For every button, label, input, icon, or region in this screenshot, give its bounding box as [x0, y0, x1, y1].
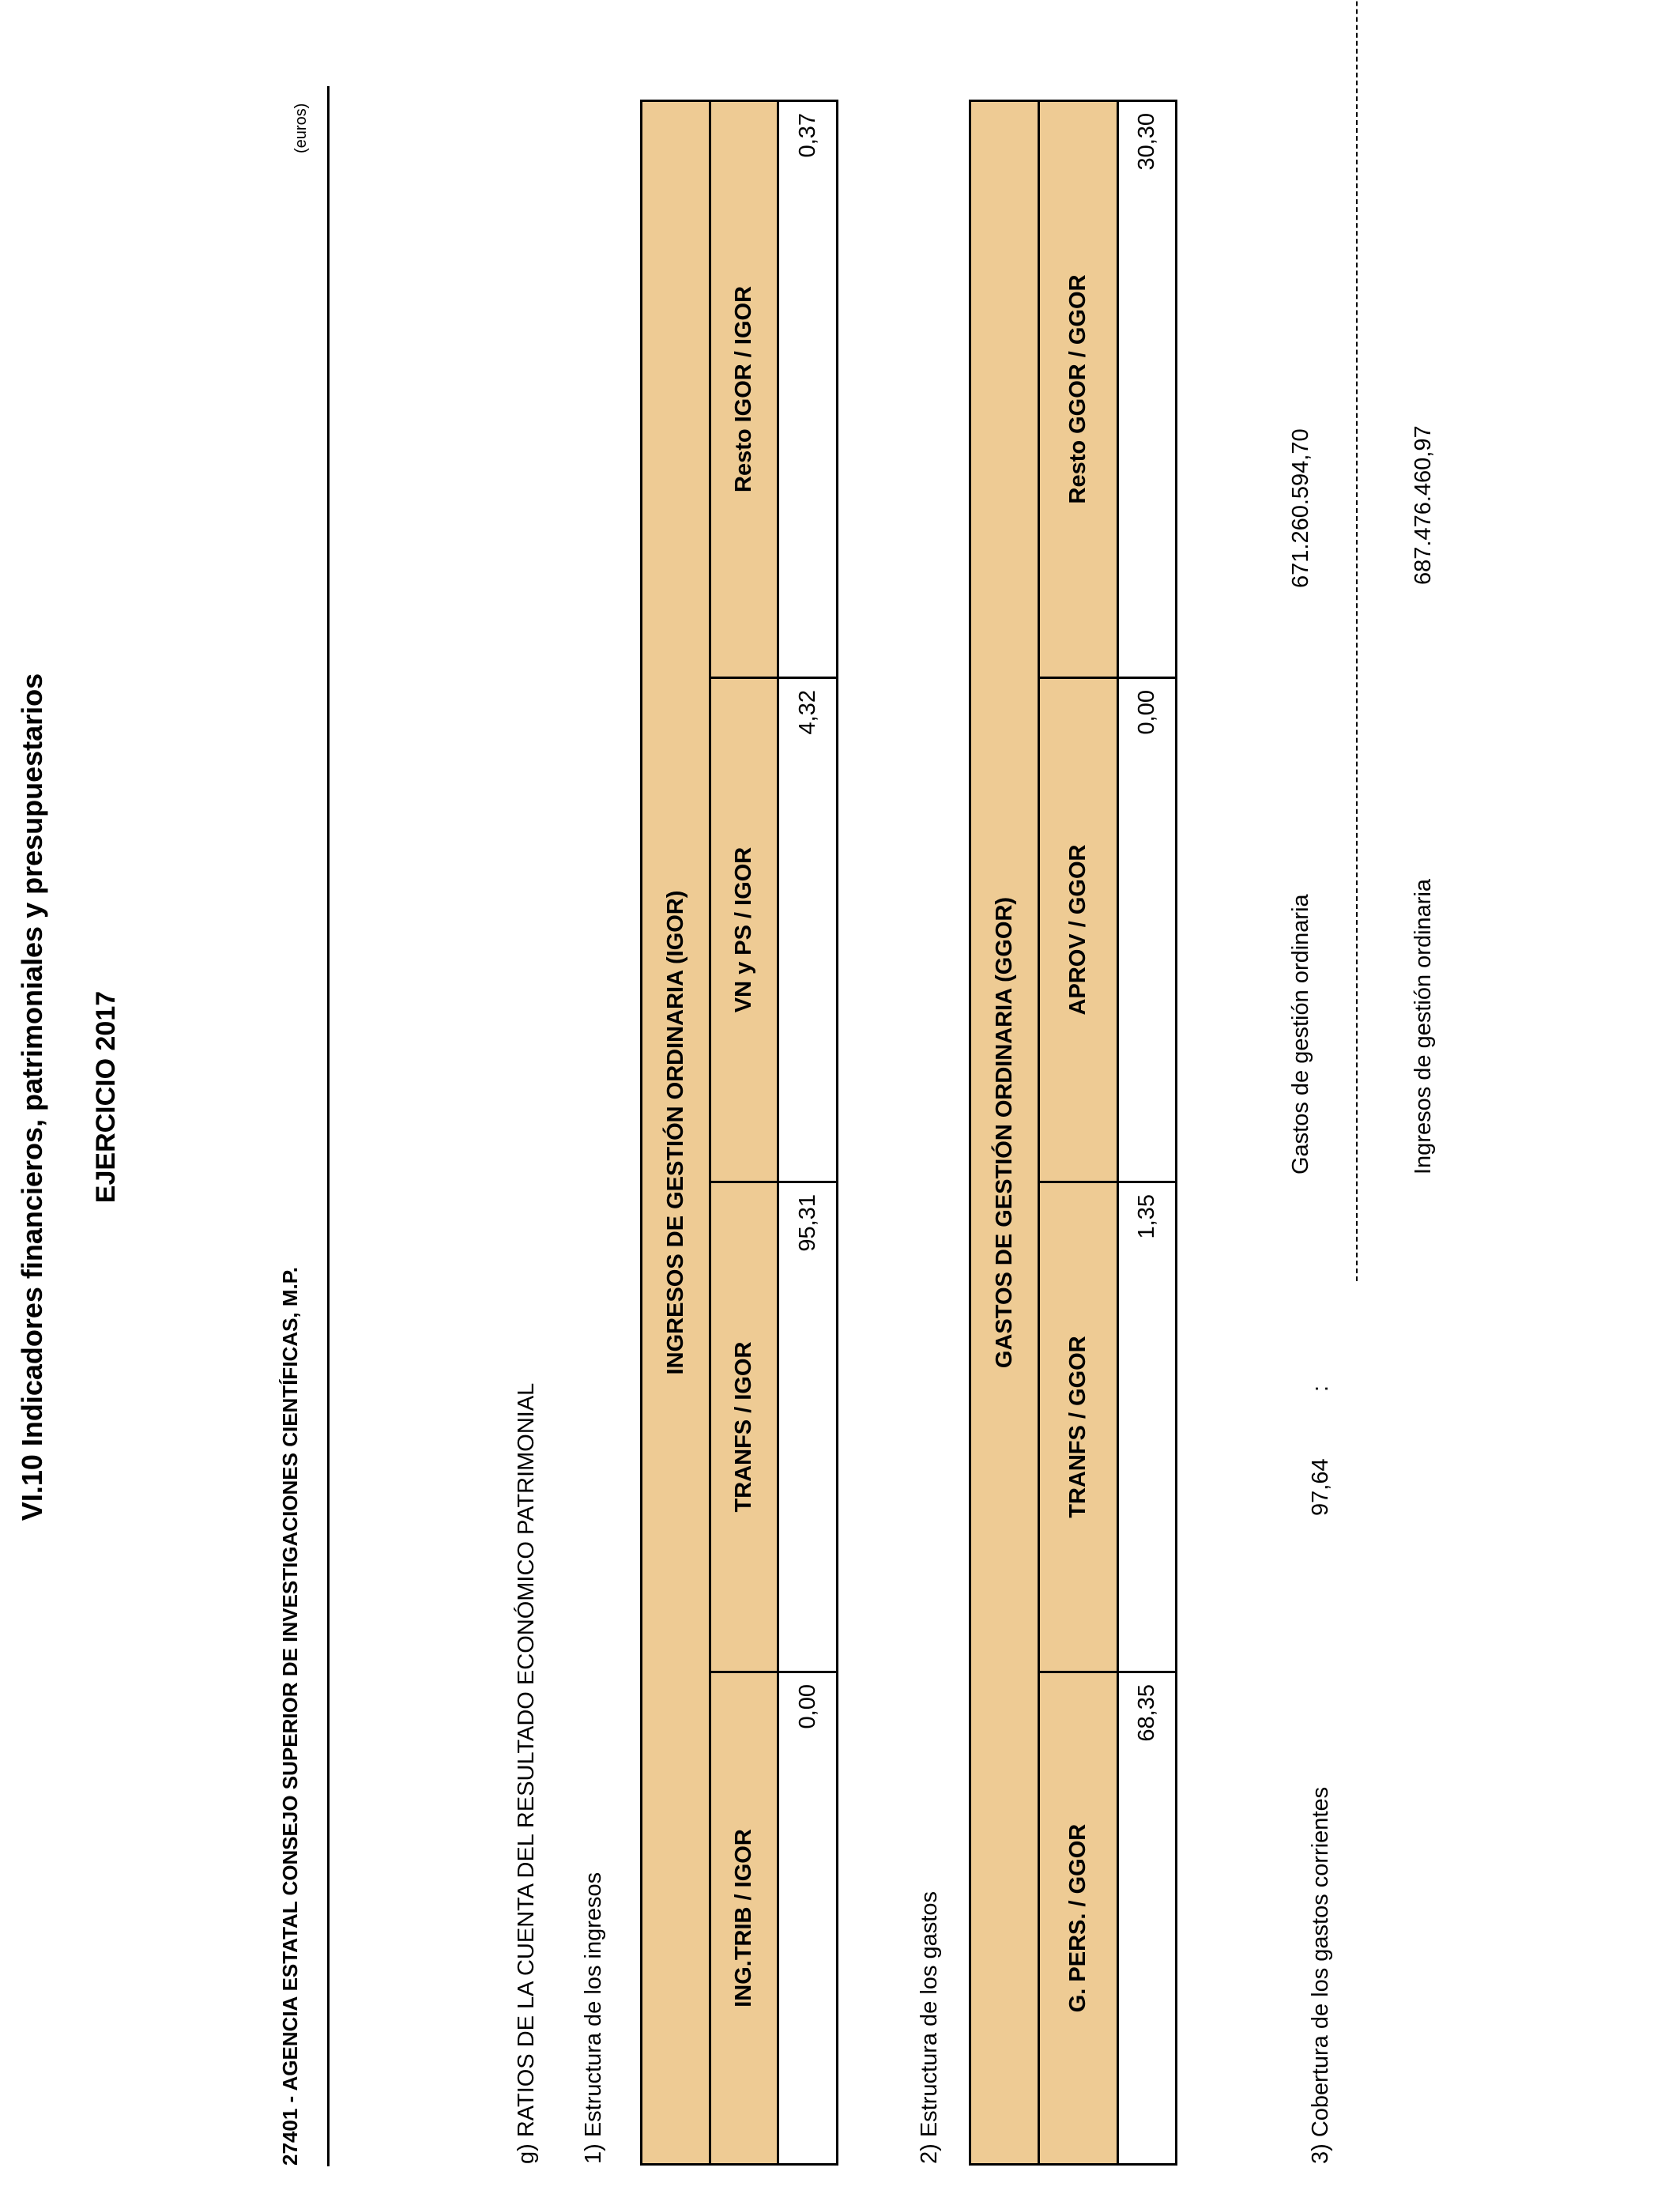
coverage-label: 3) Cobertura de los gastos corrientes [1308, 1786, 1333, 2164]
income-val-resto: 0,37 [778, 100, 838, 677]
fraction-line [1356, 0, 1358, 1281]
expense-col-tranfs: TRANFS / GGOR [1039, 1182, 1118, 1672]
fiscal-year-heading: EJERCICIO 2017 [91, 990, 121, 1204]
coverage-denominator-label: Ingresos de gestión ordinaria [1411, 878, 1436, 1174]
section-g-title: g) RATIOS DE LA CUENTA DEL RESULTADO ECONÓMICO PATRIMONIAL [514, 1382, 539, 2164]
expense-structure-table [969, 100, 1177, 2166]
expense-group-header: GASTOS DE GESTIÓN ORDINARIA (GGOR) [970, 100, 1039, 2164]
income-col-resto: Resto IGOR / IGOR [710, 100, 778, 677]
income-col-ing-trib: ING.TRIB / IGOR [710, 1672, 778, 2165]
income-val-vn-ps: 4,32 [778, 678, 838, 1182]
expense-structure-label: 2) Estructura de los gastos [917, 1891, 942, 2164]
currency-units: (euros) [292, 103, 310, 153]
income-val-ing-trib: 0,00 [778, 1672, 838, 2165]
expense-col-resto: Resto GGOR / GGOR [1039, 100, 1118, 677]
income-group-header: INGRESOS DE GESTIÓN ORDINARIA (IGOR) [642, 100, 710, 2164]
income-col-vn-ps: VN y PS / IGOR [710, 678, 778, 1182]
expense-val-tranfs: 1,35 [1118, 1182, 1177, 1672]
income-structure-table [640, 100, 838, 2166]
entity-name: 27401 - AGENCIA ESTATAL CONSEJO SUPERIOR DE INVESTIGACIONES CIENTÍFICAS, M.P. [278, 1267, 302, 2166]
coverage-numerator-value: 671.260.594,70 [1288, 428, 1313, 588]
coverage-denominator-value: 687.476.460,97 [1411, 425, 1436, 585]
expense-col-aprov: APROV / GGOR [1039, 678, 1118, 1182]
expense-col-g-pers: G. PERS. / GGOR [1039, 1672, 1118, 2165]
page-title: VI.10 Indicadores financieros, patrimoniales y presupuestarios [16, 673, 48, 1521]
expense-val-resto: 30,30 [1118, 100, 1177, 677]
income-structure-label: 1) Estructura de los ingresos [581, 1872, 606, 2164]
header-divider [327, 86, 330, 2166]
coverage-colon: : [1308, 1385, 1333, 1392]
income-val-tranfs: 95,31 [778, 1182, 838, 1672]
income-col-tranfs: TRANFS / IGOR [710, 1182, 778, 1672]
expense-val-g-pers: 68,35 [1118, 1672, 1177, 2165]
coverage-numerator-label: Gastos de gestión ordinaria [1288, 894, 1313, 1174]
coverage-value: 97,64 [1308, 1458, 1333, 1516]
expense-val-aprov: 0,00 [1118, 678, 1177, 1182]
